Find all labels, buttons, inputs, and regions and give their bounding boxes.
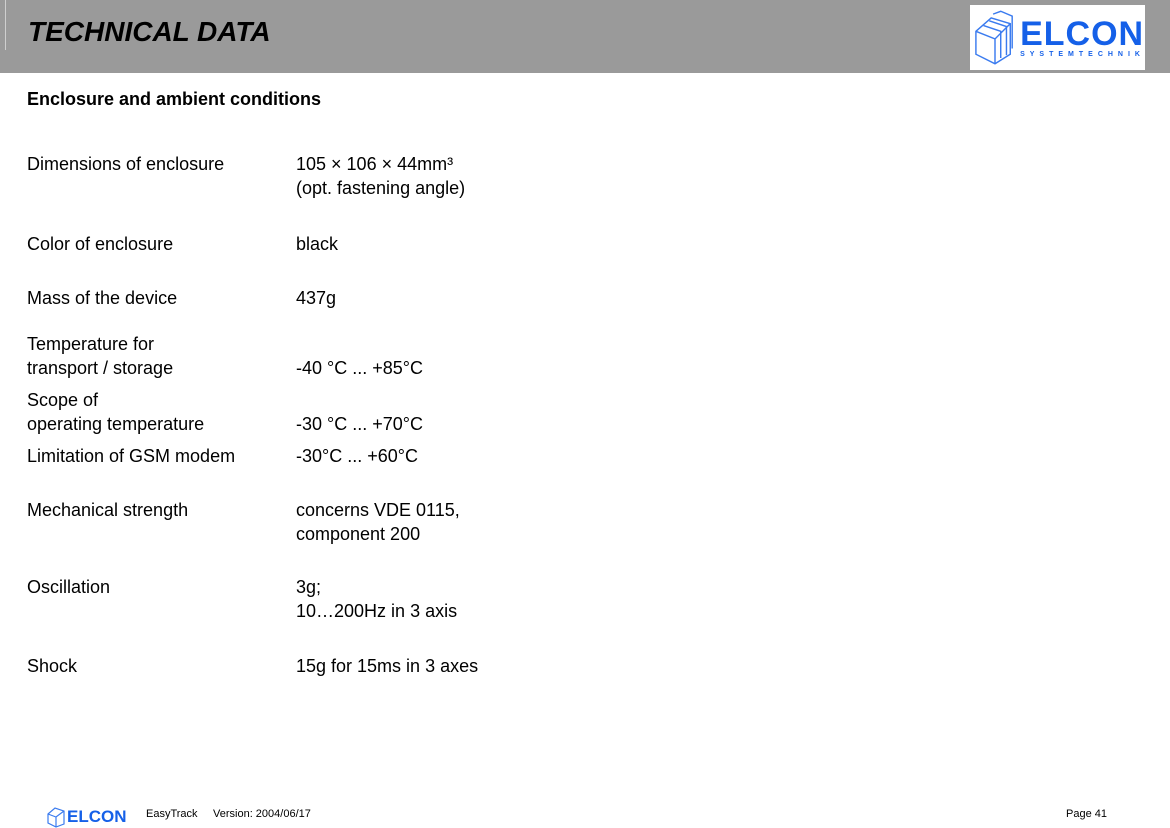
spec-value (296, 654, 478, 678)
spec-label-line: Oscillation (27, 577, 111, 597)
spec-label-line: transport / storage (27, 358, 174, 378)
spec-value-line: -40 °C ... +85°C (296, 358, 423, 378)
logo-cube-icon (974, 9, 1014, 67)
spec-label (27, 332, 295, 380)
spec-value (296, 498, 460, 546)
spec-value-line: 105 × 106 × 44mm³ (296, 154, 454, 174)
divider (5, 0, 6, 50)
spec-value (296, 152, 465, 200)
spec-label (27, 286, 295, 310)
spec-label (27, 152, 295, 176)
spec-label-line: Color of enclosure (27, 234, 174, 254)
spec-label (27, 575, 295, 599)
spec-label (27, 498, 295, 522)
spec-value-line (296, 332, 423, 356)
elcon-logo (970, 5, 1145, 70)
spec-value-line: 437g (296, 288, 337, 308)
spec-value-line: -30°C ... +60°C (296, 446, 418, 466)
header-bar (0, 0, 1170, 73)
footer-logo-text: ELCON (67, 807, 127, 826)
spec-label (27, 388, 295, 436)
spec-value-line: 3g; (296, 577, 322, 597)
page-number: Page 41 (1066, 808, 1107, 820)
spec-value (296, 388, 423, 436)
page-title: TECHNICAL DATA (28, 16, 271, 47)
spec-label (27, 654, 295, 678)
spec-value-line: (opt. fastening angle) (296, 178, 466, 198)
spec-value (296, 286, 336, 310)
footer-version: Version: 2004/06/17 (213, 808, 311, 820)
spec-value-line: component 200 (296, 524, 421, 544)
spec-value-line: concerns VDE 0115, (296, 500, 460, 520)
spec-label-line: Scope of (27, 390, 99, 410)
spec-label-line: Temperature for (27, 334, 155, 354)
spec-value-line: black (296, 234, 339, 254)
spec-value-line: 15g for 15ms in 3 axes (296, 656, 479, 676)
spec-label-line: Limitation of GSM modem (27, 446, 236, 466)
spec-value (296, 444, 418, 468)
spec-label-line: Dimensions of enclosure (27, 154, 225, 174)
spec-value-line: -30 °C ... +70°C (296, 414, 423, 434)
spec-label-line: Mechanical strength (27, 500, 189, 520)
spec-label-line: operating temperature (27, 414, 205, 434)
footer-product: EasyTrack (146, 808, 198, 820)
spec-value (296, 332, 423, 380)
spec-value-line (296, 388, 423, 412)
section-title: Enclosure and ambient conditions (27, 89, 322, 109)
logo-cube-icon (47, 806, 65, 828)
spec-label-line: Mass of the device (27, 288, 178, 308)
spec-value (296, 575, 457, 623)
spec-label (27, 444, 295, 468)
spec-value-line: 10…200Hz in 3 axis (296, 601, 458, 621)
logo-text: ELCON (1020, 15, 1145, 53)
logo-subtext: SYSTEMTECHNIK (1020, 51, 1145, 58)
spec-value (296, 232, 338, 256)
spec-label-line: Shock (27, 656, 78, 676)
footer-logo (47, 806, 127, 828)
spec-label (27, 232, 295, 256)
